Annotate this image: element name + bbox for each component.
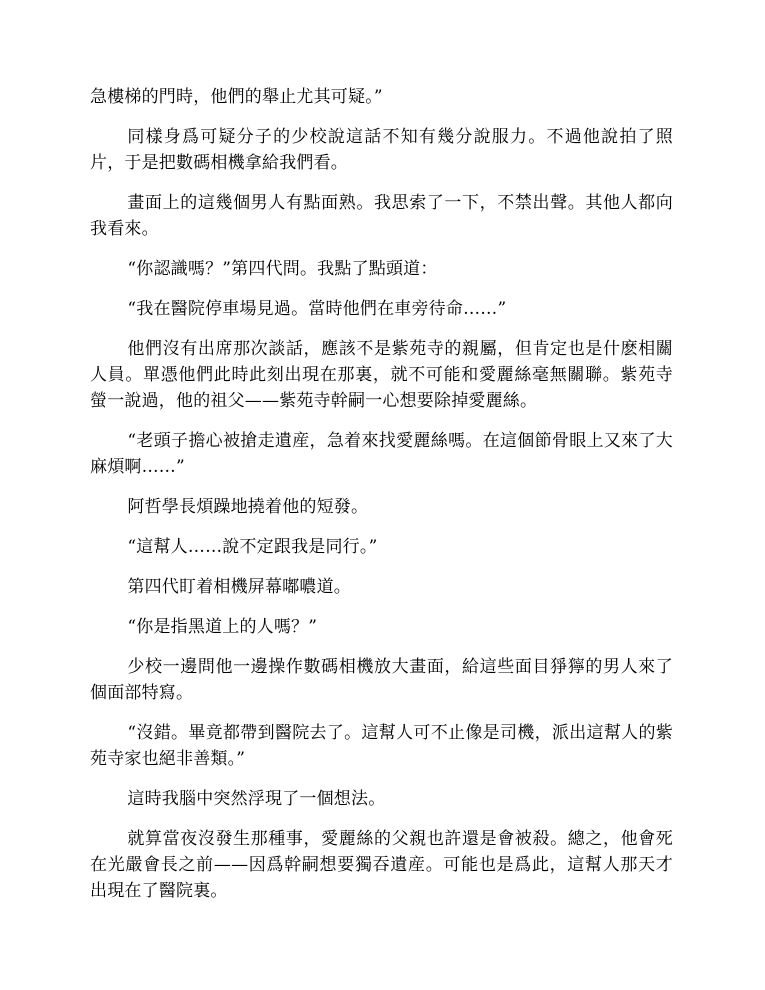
paragraph-2: 同樣身爲可疑分子的少校說這話不知有幾分說服力。不過他說拍了照片，于是把數碼相機拿給我們看。: [90, 127, 673, 173]
paragraph-8: 阿哲學長煩躁地撓着他的短發。: [127, 497, 369, 517]
paragraph-4: “你認識嗎？”第四代問。我點了點頭道：: [127, 259, 438, 279]
paragraph-10: 第四代盯着相機屏幕嘟噥道。: [127, 577, 351, 597]
paragraph-11: “你是指黑道上的人嗎？”: [127, 617, 318, 637]
paragraph-13: “沒錯。畢竟都帶到醫院去了。這幫人可不止像是司機，派出這幫人的紫苑寺家也絕非善類。”: [90, 723, 673, 769]
paragraph-12: 少校一邊問他一邊操作數碼相機放大畫面，給這些面目猙獰的男人來了個面部特寫。: [90, 657, 673, 703]
paragraph-3: 畫面上的這幾個男人有點面熟。我思索了一下，不禁出聲。其他人都向我看來。: [90, 193, 673, 239]
paragraph-15: 就算當夜沒發生那種事，愛麗絲的父親也許還是會被殺。總之，他會死在光嚴會長之前——因爲幹嗣想要獨吞遺産。可能也是爲此，這幫人那天才出現在了醫院裏。: [90, 829, 673, 901]
page-text: [90, 84, 673, 918]
paragraph-1: 急樓梯的門時，他們的舉止尤其可疑。”: [90, 87, 383, 107]
paragraph-7: “老頭子擔心被搶走遺産，急着來找愛麗絲嗎。在這個節骨眼上又來了大麻煩啊……”: [90, 431, 673, 477]
paragraph-14: 這時我腦中突然浮現了一個想法。: [127, 789, 386, 809]
paragraph-6: 他們沒有出席那次談話，應該不是紫苑寺的親屬，但肯定也是什麽相關人員。單憑他們此時此刻出現在那裏，就不可能和愛麗絲毫無關聯。紫苑寺螢一說過，他的祖父——紫苑寺幹嗣一心想要除掉愛麗絲。: [90, 339, 673, 411]
paragraph-5: “我在醫院停車場見過。當時他們在車旁待命……”: [127, 299, 507, 319]
paragraph-9: “這幫人……說不定跟我是同行。”: [127, 537, 378, 557]
